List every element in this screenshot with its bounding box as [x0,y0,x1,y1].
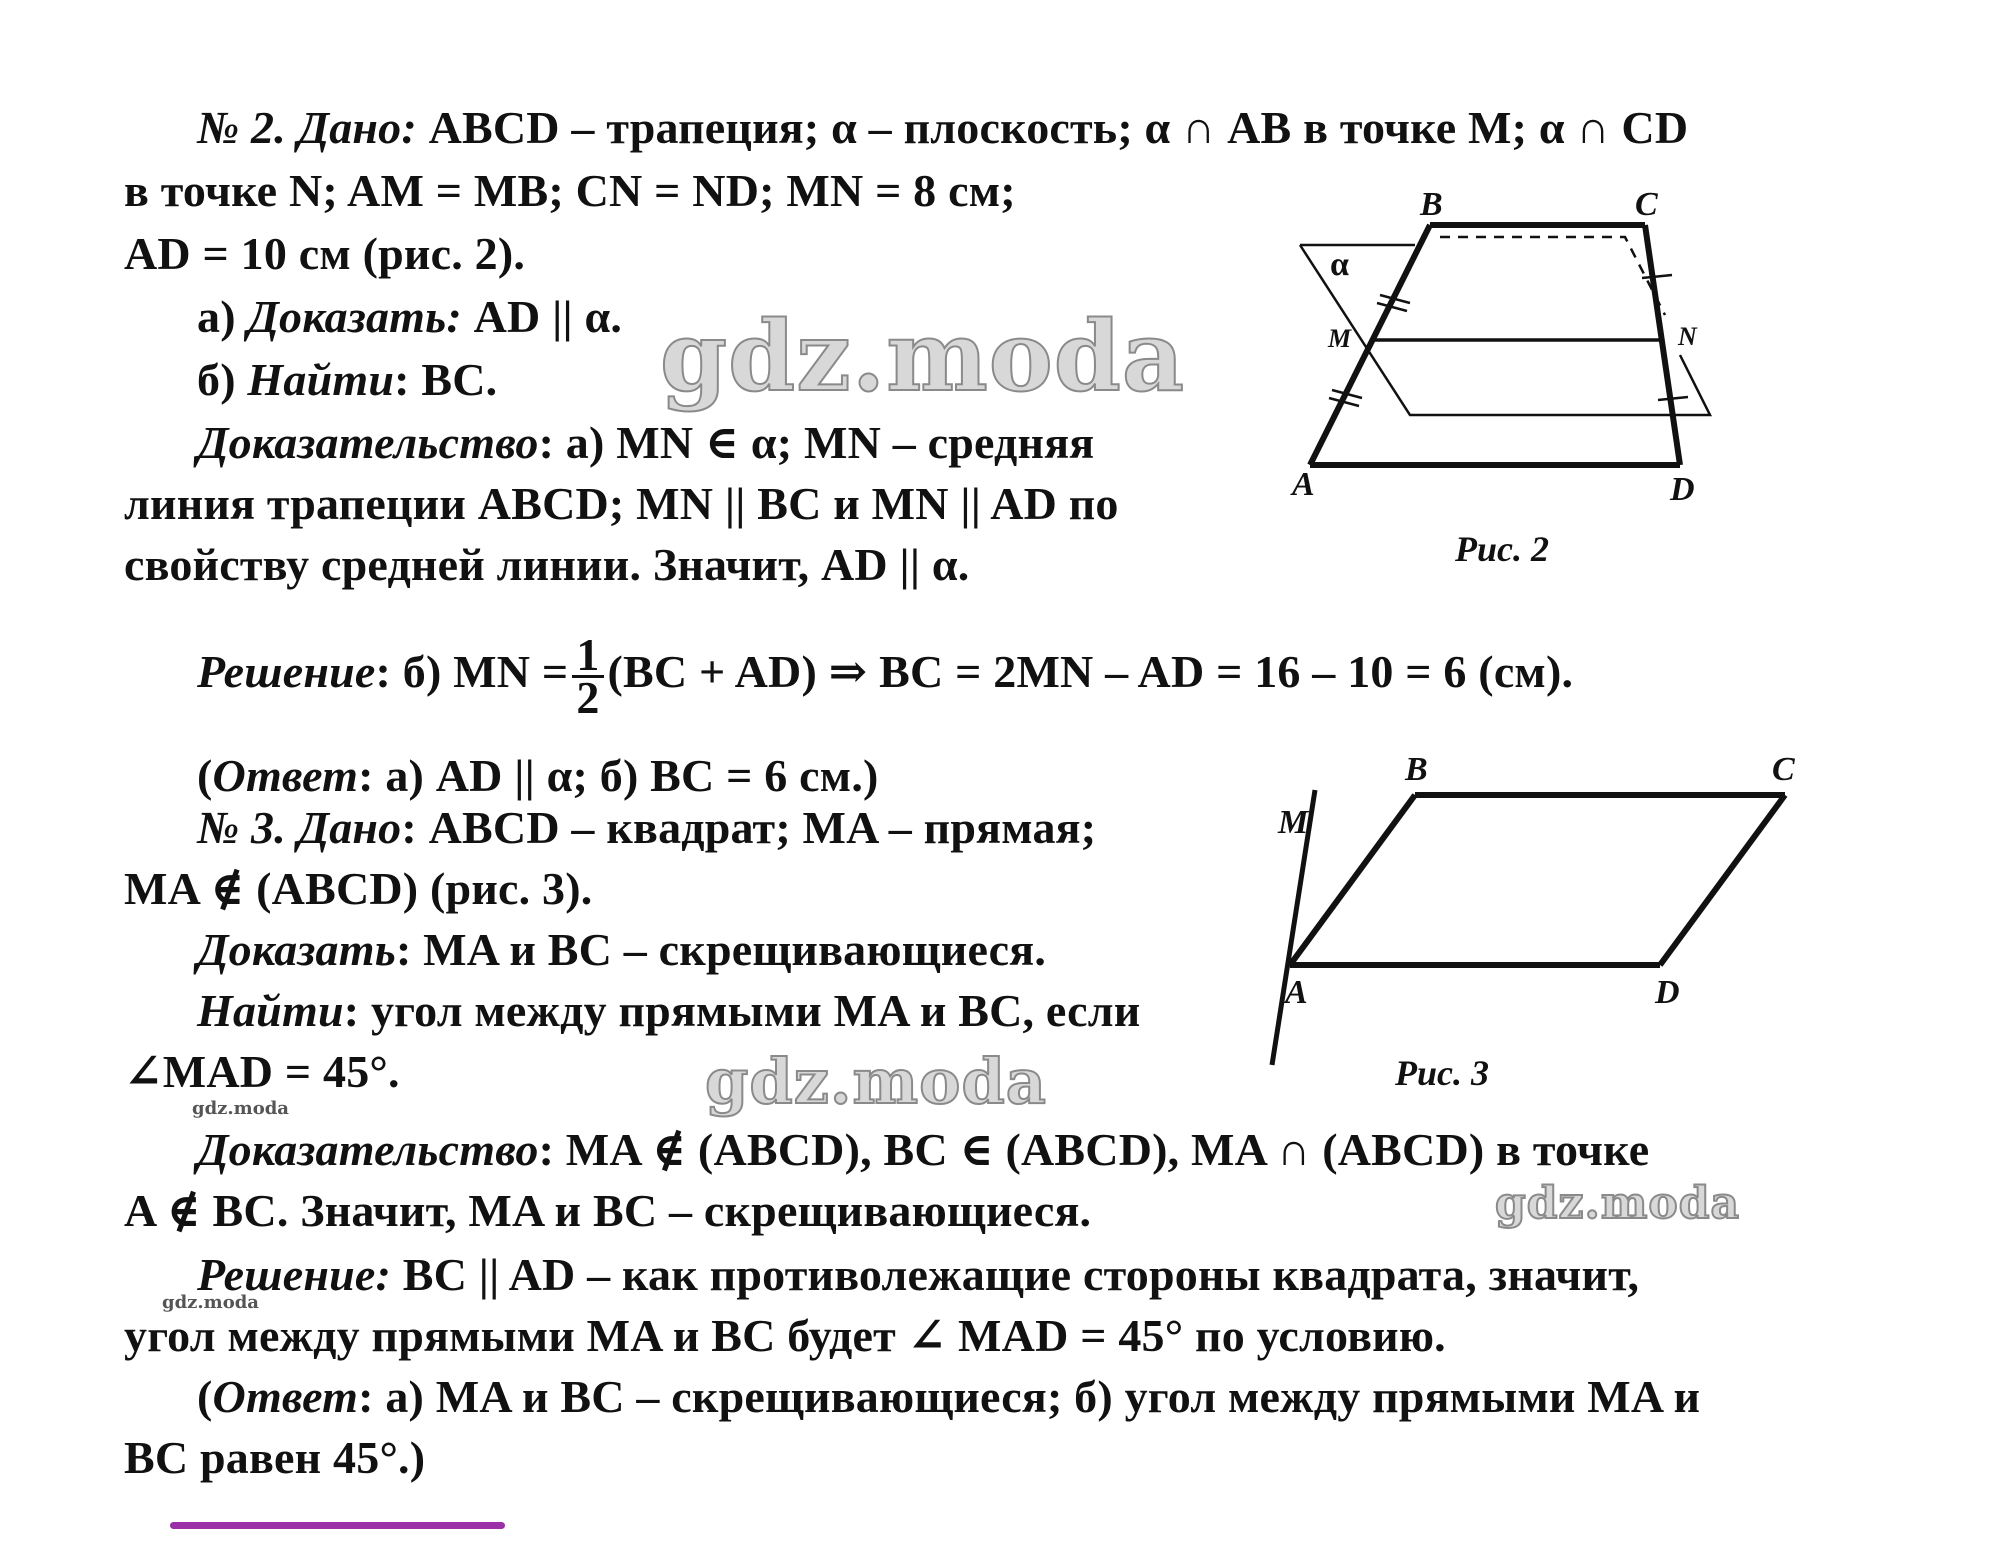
task2-proof-label: Доказательство [197,417,539,468]
task2-line-7: линия трапеции ABCD; MN || BC и MN || AD по [124,478,1119,529]
task3-given-text: : ABCD – квадрат; MA – прямая; [401,802,1097,853]
task3-prove-label: Доказать [197,924,396,975]
fig3-label-D: D [1655,974,1680,1011]
task2-line-8: свойству средней линии. Значит, AD || α. [124,539,970,590]
fig3-label-M: M [1278,804,1309,841]
watermark-small-2: gdz.moda [162,1292,259,1313]
figure-2-caption: Рис. 2 [1455,529,1549,569]
bottom-accent-line [170,1522,505,1529]
fig2-label-N: N [1678,322,1697,351]
task3-answer-open: ( [197,1371,213,1422]
task2-line-4 [197,289,622,345]
task2-given-text: ABCD – трапеция; α – плоскость; α ∩ AB в точке M; α ∩ CD [416,102,1689,153]
figure-3-caption: Рис. 3 [1395,1053,1489,1093]
task3-proof-label: Доказательство [197,1124,539,1175]
task2-find-text: : BC. [394,354,498,405]
task3-line-8 [197,1247,1639,1303]
task2-line-3: AD = 10 см (рис. 2). [124,228,526,279]
fig3-label-A: A [1285,974,1308,1011]
task3-line-1 [197,800,1096,856]
task3-find-label: Найти [197,985,344,1036]
task3-find-text: : угол между прямыми MA и BC, если [343,985,1141,1036]
task3-line-4 [197,983,1140,1039]
watermark-large-2: gdz.moda [705,1045,1047,1118]
fraction-numerator: 1 [572,635,603,678]
task3-line-10 [197,1369,1700,1425]
task2-line-5 [197,352,497,408]
task3-solution-label: Решение: [197,1249,392,1300]
task3-line-7: A ∉ BC. Значит, MA и BC – скрещивающиеся. [124,1185,1092,1236]
watermark-large-3: gdz.moda [1495,1178,1741,1229]
fig3-label-C: C [1772,751,1795,788]
task2-answer-open: ( [197,750,213,801]
fig2-label-B: B [1420,186,1443,223]
task3-number: № 3 [197,802,275,853]
task3-line-11: BC равен 45°.) [124,1432,426,1483]
task2-line-6 [197,415,1094,471]
side-CD [1660,795,1785,965]
task3-answer-label: Ответ [212,1371,359,1422]
watermark-small-1: gdz.moda [192,1098,289,1119]
task3-solution-text: BC || AD – как противолежащие стороны квадрата, значит, [391,1249,1640,1300]
task2-fraction [572,628,603,723]
task3-line-5: ∠MAD = 45°. [124,1046,400,1097]
task3-line-2: MA ∉ (ABCD) (рис. 3). [124,863,593,914]
task3-line-9: угол между прямыми MA и BC будет ∠ MAD = 45° по условию. [124,1310,1446,1361]
task2-answer-text: : а) AD || α; б) BC = 6 см.) [358,750,879,801]
task2-proof-text: : а) MN ∈ α; MN – средняя [538,417,1095,468]
task3-given-label: . Дано [274,802,402,853]
task2-solution-line [197,628,1574,723]
fig2-label-C: C [1635,186,1658,223]
task2-line-2: в точке N; AM = MB; CN = ND; MN = 8 см; [124,165,1016,216]
task2-answer-label: Ответ [212,750,359,801]
figure-3-parallelogram [1260,745,1820,1075]
fraction-denominator: 2 [576,671,600,723]
task2-item-b: б) [197,354,248,405]
task2-prove-text: AD || α. [461,291,623,342]
task2-given-label: Дано: [297,102,417,153]
watermark-large-1: gdz.moda [660,300,1186,413]
fig2-label-M: M [1328,324,1352,353]
fig2-label-alpha: α [1330,246,1349,283]
side-CD [1645,225,1680,465]
figure-2-trapezoid [1280,175,1750,575]
fig3-label-B: B [1405,751,1428,788]
task2-solution-post: (BC + AD) ⇒ BC = 2MN – AD = 16 – 10 = 6 (см). [607,646,1574,697]
dashed-edge [1440,237,1665,315]
task2-solution-pre: : б) MN = [375,646,569,697]
task2-number: № 2. [197,102,286,153]
task2-answer-line [197,748,879,804]
task2-item-a: а) [197,291,248,342]
task3-proof-text: : MA ∉ (ABCD), BC ∈ (ABCD), MA ∩ (ABCD) в точке [538,1124,1650,1175]
task2-find-label: Найти [247,354,395,405]
task3-line-6 [197,1122,1649,1178]
fig2-label-D: D [1670,471,1695,508]
task2-solution-label: Решение [197,646,376,697]
task2-prove-label: Доказать: [247,291,462,342]
task2-line-1 [197,100,1688,156]
task3-prove-text: : MA и BC – скрещивающиеся. [395,924,1047,975]
task3-line-3 [197,922,1046,978]
task3-answer-text: : а) MA и BC – скрещивающиеся; б) угол между прямыми MA и [358,1371,1701,1422]
fig2-label-A: A [1292,466,1315,503]
